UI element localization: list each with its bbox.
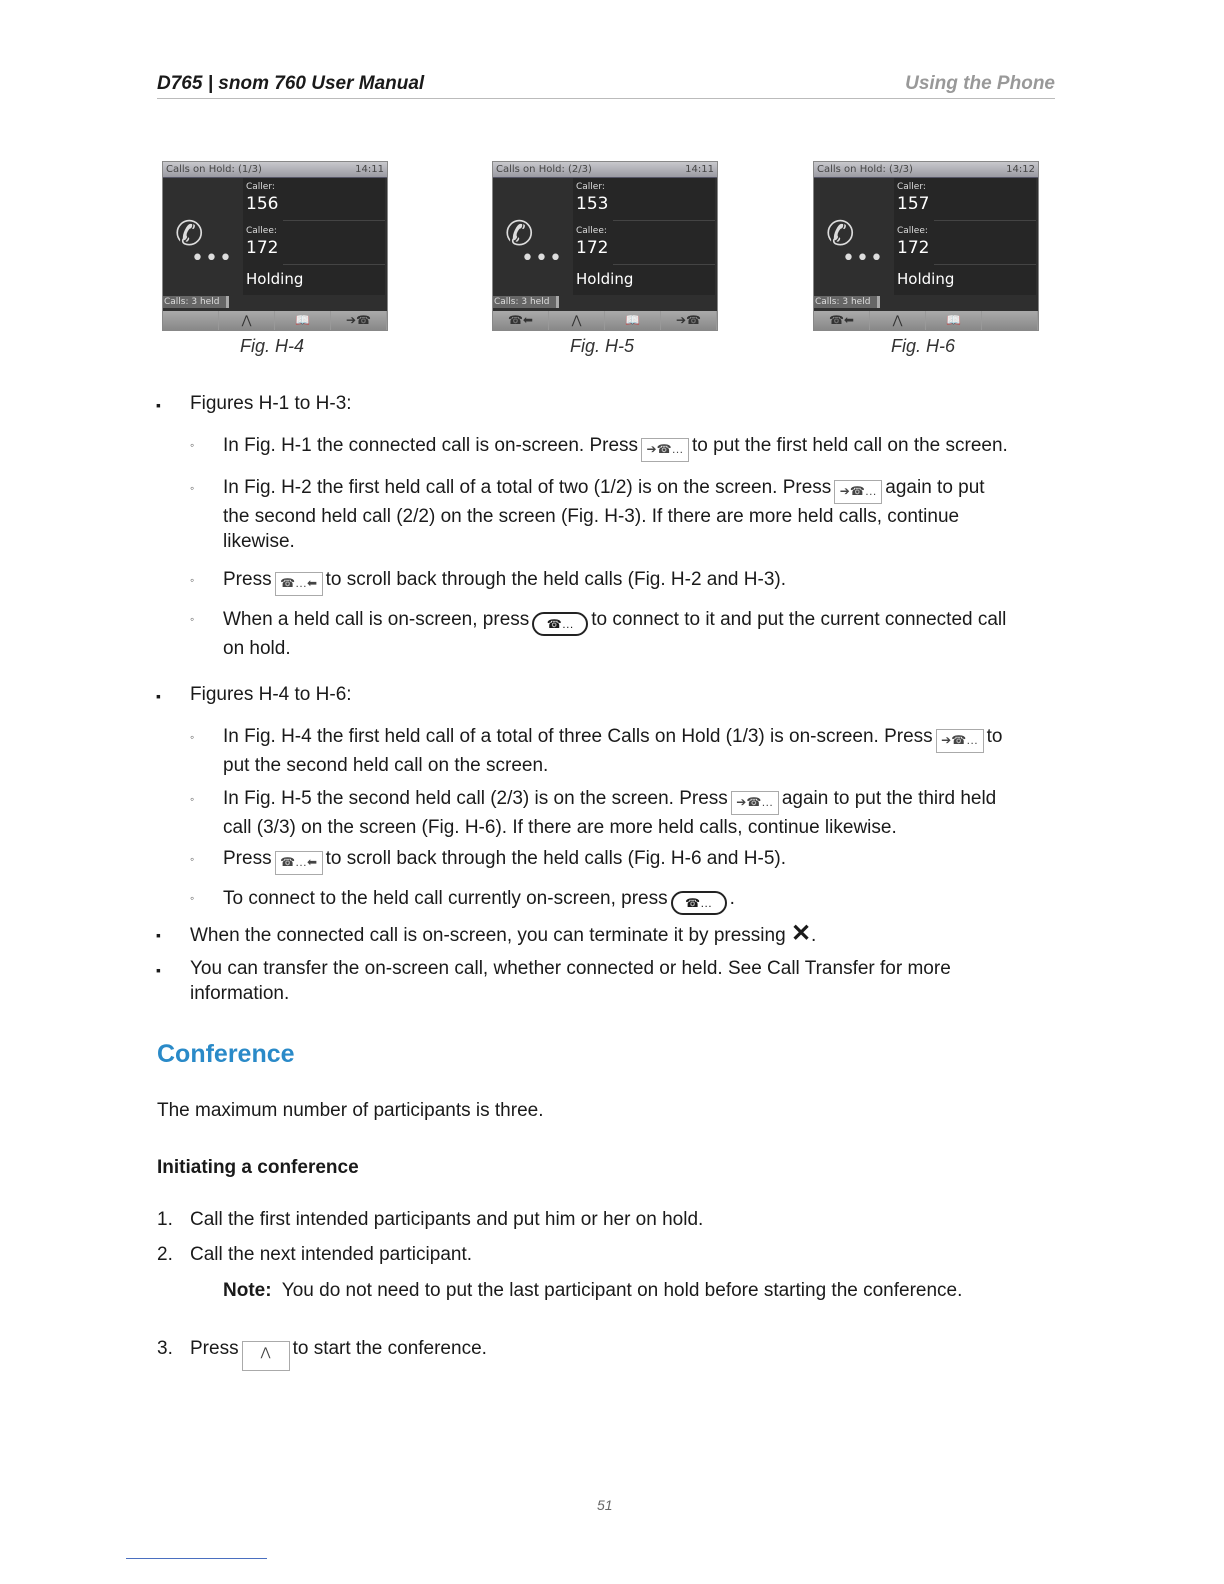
sub-bullet-text: In Fig. H-4 the first held call of a total of three Calls on Hold (1/3) is on-screen. Press ➔☎… to put the second held call on the screen.	[223, 726, 1003, 776]
separator	[283, 220, 385, 221]
call-status: Holding	[576, 270, 634, 288]
softkey[interactable]: 📖	[605, 311, 661, 330]
sub-bullet-text: Press ☎…⬅ to scroll back through the held calls (Fig. H-6 and H-5).	[223, 846, 786, 875]
softkey[interactable]: ⋀	[870, 311, 926, 330]
step-number: 1.	[157, 1209, 173, 1230]
held-count: Calls: 3 held	[814, 296, 880, 308]
note: Note: You do not need to put the last participant on hold before starting the conference.	[223, 1280, 963, 1301]
step-number: 3.	[157, 1338, 173, 1359]
caller-number: 157	[897, 194, 930, 214]
hold-dots-icon: •••	[521, 246, 563, 271]
next-held-call-key-icon: ➔☎…	[936, 729, 984, 753]
sub-bullet-text: Press ☎…⬅ to scroll back through the held calls (Fig. H-2 and H-3).	[223, 567, 786, 596]
phone-title-bar	[814, 162, 1038, 178]
hold-dots-icon: •••	[191, 246, 233, 271]
prev-held-call-key-icon: ☎…⬅	[275, 851, 323, 875]
page-number: 51	[597, 1497, 613, 1513]
softkey-bar	[163, 311, 387, 330]
sub-bullet-text: In Fig. H-1 the connected call is on-screen. Press ➔☎… to put the first held call on the screen.	[223, 433, 1008, 462]
callee-label: Callee:	[246, 226, 277, 236]
callee-number: 172	[246, 238, 279, 258]
bullet-text: You can transfer the on-screen call, whether connected or held. See Call Transfer for more information.	[190, 958, 951, 1004]
step-text: Call the next intended participant.	[190, 1244, 473, 1265]
bullet: ▪	[156, 962, 161, 978]
separator	[934, 220, 1036, 221]
softkey[interactable]: 📖	[275, 311, 331, 330]
footer-line	[126, 1558, 267, 1559]
phone-time: 14:11	[685, 164, 714, 175]
callee-label: Callee:	[576, 226, 607, 236]
softkey-bar	[493, 311, 717, 330]
phone-title: Calls on Hold: (1/3)	[166, 164, 262, 175]
phone-title-bar	[493, 162, 717, 178]
phone-screen	[162, 161, 388, 331]
hold-key-icon: ☎…	[671, 891, 727, 915]
cancel-x-icon: ✕	[790, 920, 812, 947]
call-details	[243, 178, 385, 295]
softkey[interactable]: ☎⬅	[493, 311, 549, 330]
call-details	[894, 178, 1036, 295]
phone-title: Calls on Hold: (2/3)	[496, 164, 592, 175]
bullet-text: Figures H-4 to H-6:	[190, 684, 352, 705]
phone-time: 14:11	[355, 164, 384, 175]
sub-bullet-text: To connect to the held call currently on-screen, press ☎… .	[223, 886, 735, 915]
figure-caption: Fig. H-4	[240, 336, 305, 356]
step-text: Call the first intended participants and put him or her on hold.	[190, 1209, 704, 1230]
phone-title-bar	[163, 162, 387, 178]
sub-bullet-text: In Fig. H-5 the second held call (2/3) is on the screen. Press ➔☎… again to put the third held call (3/3) on the screen (Fig. H-6). If there are more held calls, continue likewise.	[223, 788, 997, 838]
next-held-call-key-icon: ➔☎…	[731, 791, 779, 815]
caller-number: 156	[246, 194, 279, 214]
softkey[interactable]: ⋀	[219, 311, 275, 330]
figure-caption: Fig. H-5	[570, 336, 635, 356]
caller-number: 153	[576, 194, 609, 214]
softkey[interactable]: ➔☎	[331, 311, 387, 330]
separator	[613, 220, 715, 221]
call-status: Holding	[897, 270, 955, 288]
caller-label: Caller:	[246, 182, 275, 192]
phone-screen	[492, 161, 718, 331]
sub-bullet: ◦	[190, 730, 195, 744]
phone-screen	[813, 161, 1039, 331]
bullet: ▪	[156, 927, 161, 943]
sub-bullet: ◦	[190, 612, 195, 626]
softkey[interactable]	[163, 311, 219, 330]
softkey-bar	[814, 311, 1038, 330]
header-divider	[157, 98, 1055, 99]
handset-icon: ✆	[175, 214, 204, 254]
separator	[613, 264, 715, 265]
next-held-call-key-icon: ➔☎…	[834, 480, 882, 504]
subsection-heading: Initiating a conference	[157, 1157, 359, 1178]
sub-bullet: ◦	[190, 852, 195, 866]
next-held-call-key-icon: ➔☎…	[641, 438, 689, 462]
sub-bullet: ◦	[190, 481, 195, 495]
bullet: ▪	[156, 688, 161, 704]
hold-dots-icon: •••	[842, 246, 884, 271]
step-text: Press ⋀ to start the conference.	[190, 1336, 487, 1371]
sub-bullet: ◦	[190, 438, 195, 452]
call-details	[573, 178, 715, 295]
header-section: Using the Phone	[905, 73, 1055, 94]
softkey[interactable]: 📖	[926, 311, 982, 330]
sub-bullet: ◦	[190, 891, 195, 905]
callee-number: 172	[897, 238, 930, 258]
intro-text: The maximum number of participants is three.	[157, 1100, 544, 1121]
caller-label: Caller:	[897, 182, 926, 192]
hold-key-icon: ☎…	[532, 612, 588, 636]
softkey[interactable]: ☎⬅	[814, 311, 870, 330]
conference-key-icon: ⋀	[242, 1341, 290, 1371]
bullet-text: When the connected call is on-screen, you can terminate it by pressing ✕.	[190, 920, 817, 947]
softkey[interactable]	[982, 311, 1038, 330]
bullet-text: Figures H-1 to H-3:	[190, 393, 352, 414]
sub-bullet-text: When a held call is on-screen, press ☎… to connect to it and put the current connected call on hold.	[223, 609, 1007, 659]
sub-bullet: ◦	[190, 792, 195, 806]
step-number: 2.	[157, 1244, 173, 1265]
section-heading: Conference	[157, 1040, 295, 1068]
sub-bullet: ◦	[190, 573, 195, 587]
separator	[283, 264, 385, 265]
prev-held-call-key-icon: ☎…⬅	[275, 572, 323, 596]
softkey[interactable]: ➔☎	[661, 311, 717, 330]
phone-time: 14:12	[1006, 164, 1035, 175]
figure-caption: Fig. H-6	[891, 336, 956, 356]
sub-bullet-text: In Fig. H-2 the first held call of a total of two (1/2) is on the screen. Press ➔☎… again to put the second held call (2/2) on the screen (Fig. H-3). If there are more held calls, continue likewise.	[223, 477, 985, 552]
callee-number: 172	[576, 238, 609, 258]
softkey[interactable]: ⋀	[549, 311, 605, 330]
call-status: Holding	[246, 270, 304, 288]
phone-title: Calls on Hold: (3/3)	[817, 164, 913, 175]
header-title: D765 | snom 760 User Manual	[157, 73, 425, 94]
held-count: Calls: 3 held	[493, 296, 559, 308]
separator	[934, 264, 1036, 265]
bullet: ▪	[156, 397, 161, 413]
handset-icon: ✆	[505, 214, 534, 254]
callee-label: Callee:	[897, 226, 928, 236]
handset-icon: ✆	[826, 214, 855, 254]
held-count: Calls: 3 held	[163, 296, 229, 308]
caller-label: Caller:	[576, 182, 605, 192]
